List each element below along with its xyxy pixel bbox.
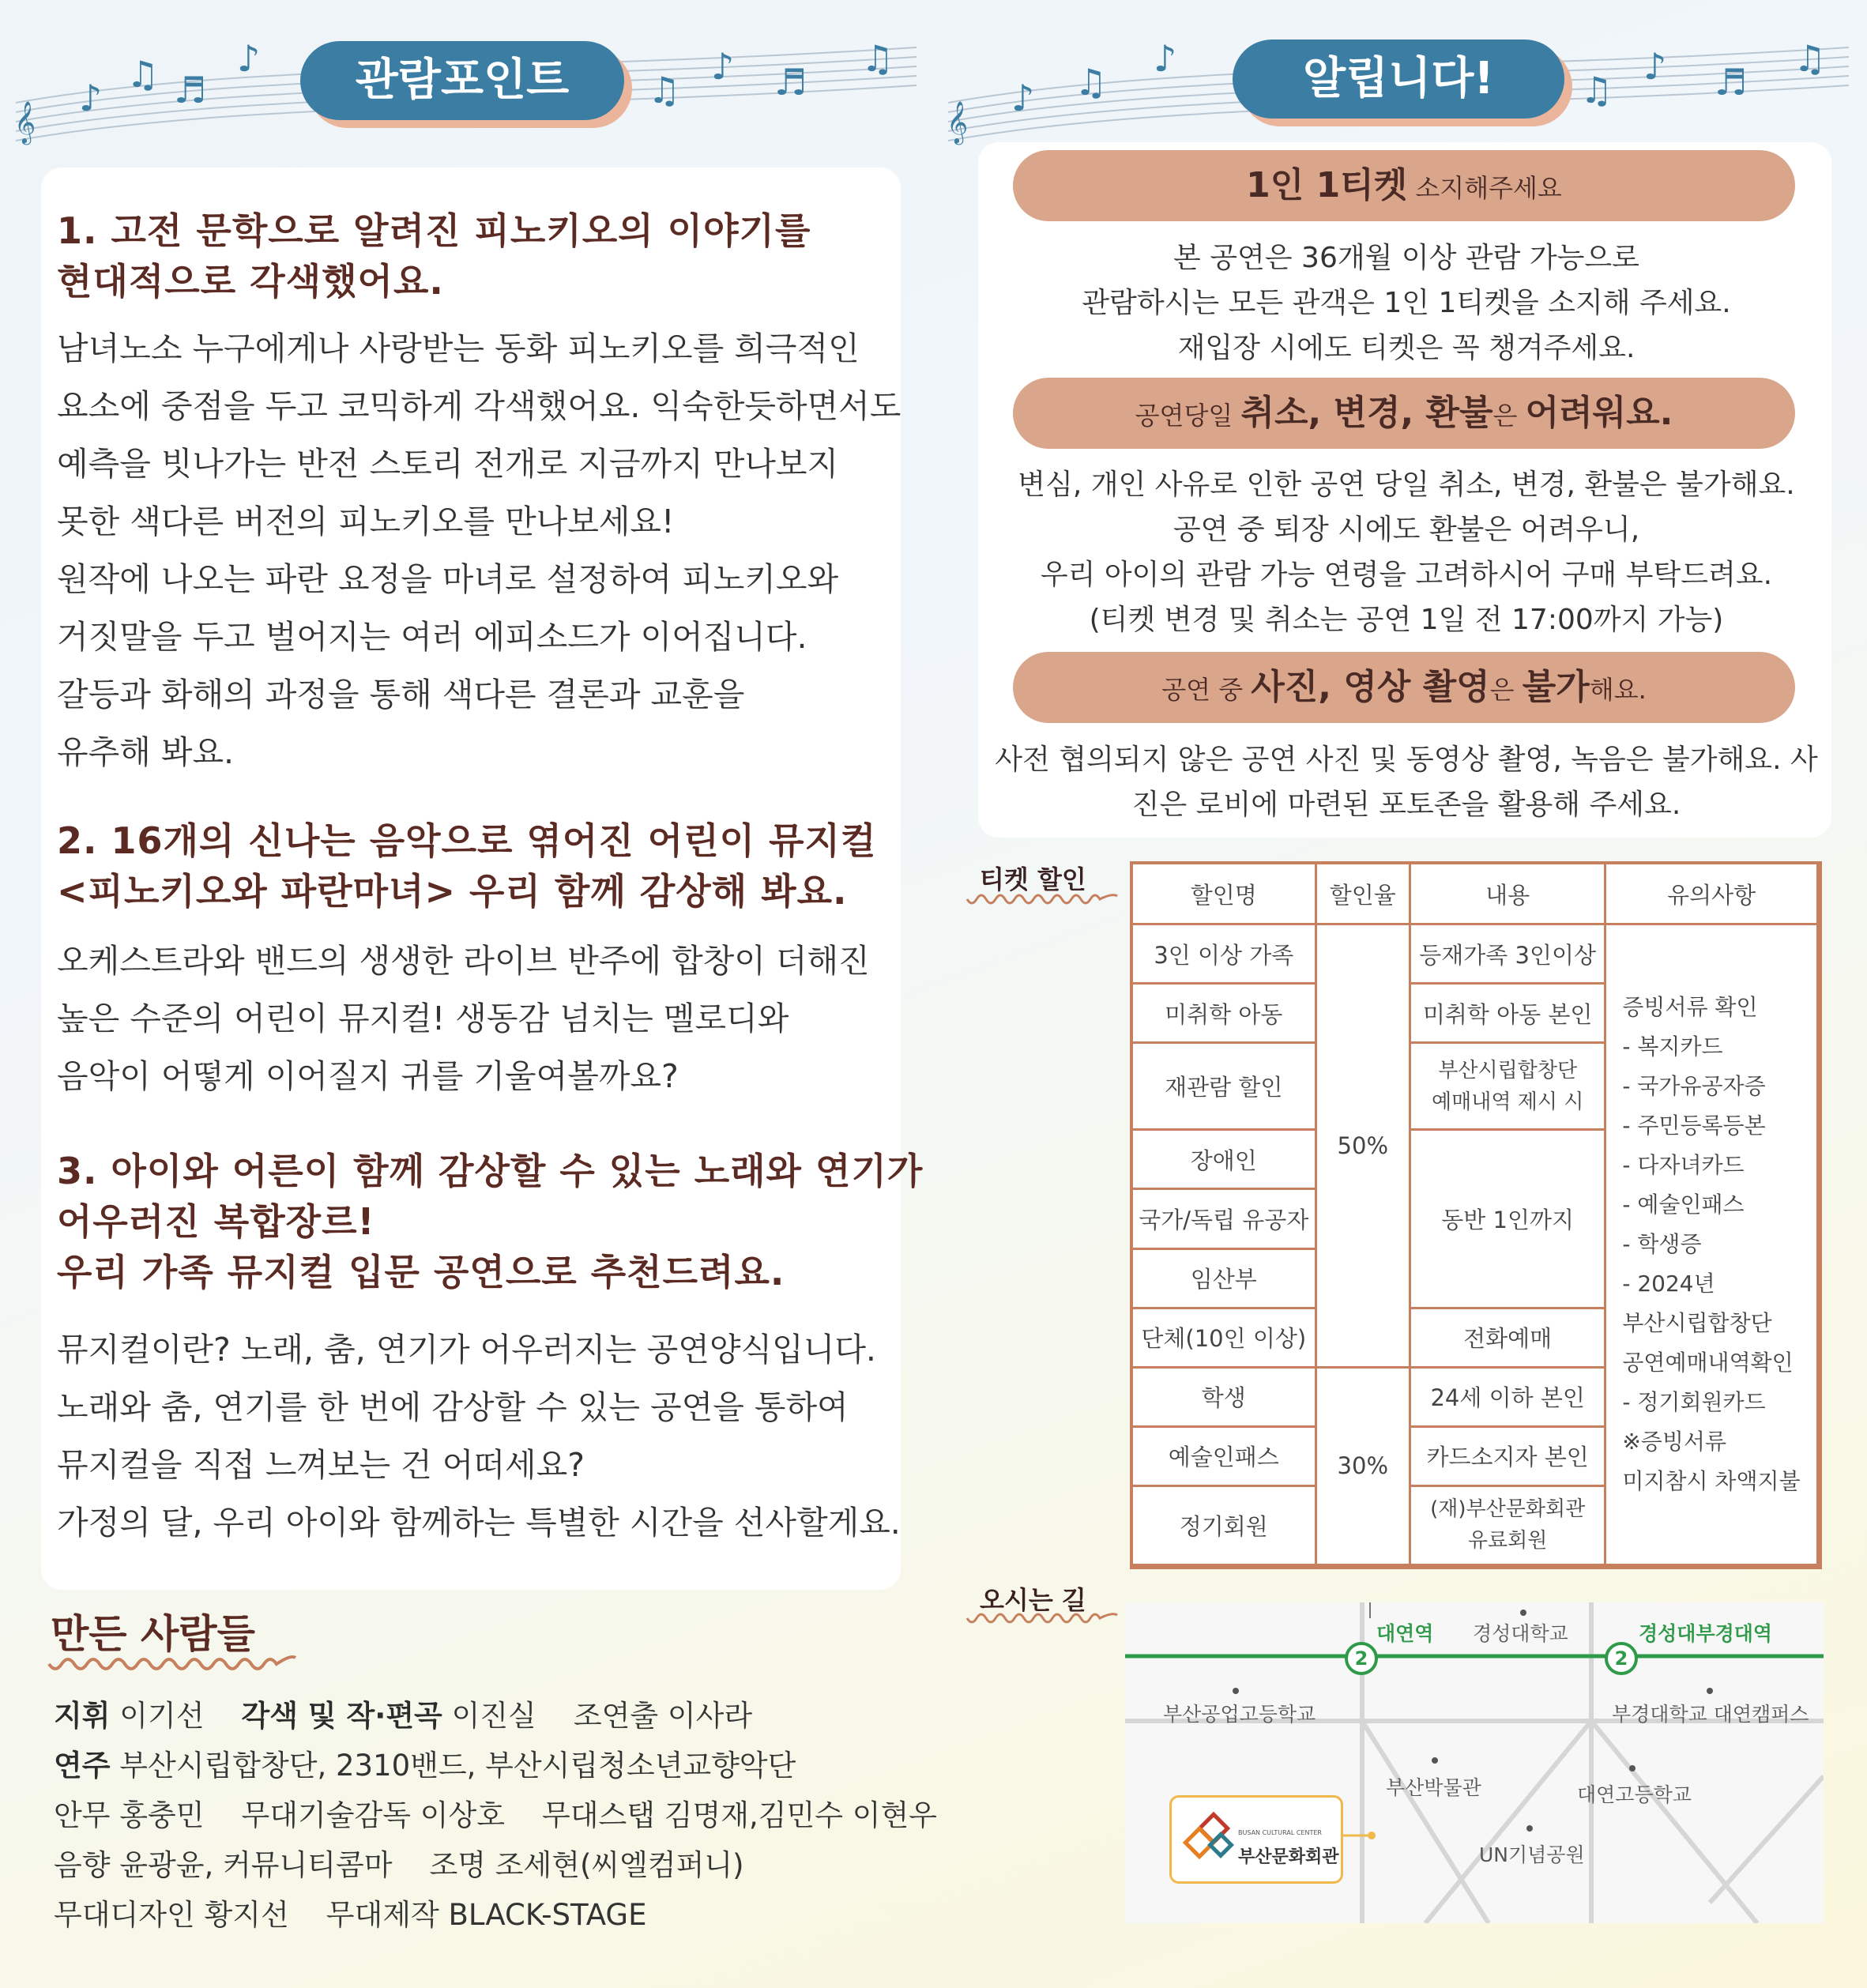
busan-cultural-center-marker[interactable] xyxy=(1169,1795,1343,1884)
notes-cell: 증빙서류 확인 - 복지카드 - 국가유공자증 - 주민등록등본 - 다자녀카드 - 예술인패스 - 학생증 - 2024년 부산시립합창단 공연예매내역확인 - 정기회원카드 ※증빙서류 미지참시 차액지불 xyxy=(1606,925,1819,1566)
center-korean-name: 부산문화회관 xyxy=(1238,1847,1339,1867)
directions-map[interactable] xyxy=(1125,1602,1824,1923)
notice-pill-photo: 공연 중 사진, 영상 촬영은 불가해요. xyxy=(1013,652,1795,723)
ticket-discount-label: 티켓 할인 xyxy=(980,864,1086,894)
center-english-name: BUSAN CULTURAL CENTER xyxy=(1238,1829,1322,1836)
credits-line-2: 연주 부산시립합창단, 2310밴드, 부산시립청소년교향악단 xyxy=(54,1749,796,1783)
discount-name-cell: 예술인패스 xyxy=(1133,1428,1317,1487)
svg-text:♬: ♬ xyxy=(174,69,207,111)
station-kyungsung-label: 경성대부경대역 xyxy=(1639,1622,1773,1645)
content-cell: 미취학 아동 본인 xyxy=(1411,985,1606,1044)
content-cell: 부산시립합창단 예매내역 제시 시 xyxy=(1411,1044,1606,1131)
credits-underline-wave xyxy=(46,1653,299,1677)
discount-name-cell: 임산부 xyxy=(1133,1250,1317,1309)
svg-text:♪: ♪ xyxy=(711,45,735,88)
place-un-park: UN기념공원 xyxy=(1479,1843,1585,1866)
content-cell: 카드소지자 본인 xyxy=(1411,1428,1606,1487)
treble-clef-icon: 𝄞 xyxy=(14,100,36,143)
notice-pill-ticket: 1인 1티켓 소지해주세요 xyxy=(1013,150,1795,221)
station-daeyeon-label: 대연역 xyxy=(1376,1622,1434,1645)
discount-name-cell: 재관람 할인 xyxy=(1133,1044,1317,1131)
content-cell: 동반 1인까지 xyxy=(1411,1131,1606,1308)
directions-label-underline-wave xyxy=(965,1612,1120,1628)
content-cell: 24세 이하 본인 xyxy=(1411,1369,1606,1428)
table-header-row xyxy=(1133,864,1819,925)
viewing-points-badge: 관람포인트 xyxy=(300,41,624,120)
svg-text:♪: ♪ xyxy=(1643,45,1667,88)
line-2-station-kyungsung-icon: 2 xyxy=(1605,1642,1638,1675)
point-2-body: 오케스트라와 밴드의 생생한 라이브 반주에 합창이 더해진 높은 수준의 어린이 뮤지컬! 생동감 넘치는 멜로디와 음악이 어떻게 이어질지 귀를 기울여볼까요? xyxy=(57,942,870,1095)
point-1-body: 남녀노소 누구에게나 사랑받는 동화 피노키오를 희극적인 요소에 중점을 두고 코믹하게 각색했어요. 익숙한듯하면서도 예측을 빗나가는 반전 스토리 전개로 지금까지 만나보지 못한 색다른 버전의 피노키오를 만나보세요! 원작에 나오는 파란 요정을 마녀로 설정하여 피노키오와 거짓말을 두고 벌어지는 여러 에피소드가 이어집니다. 갈등과 화해의 과정을 통해 색다른 결론과 교훈을 유추해 봐요. xyxy=(57,329,902,771)
point-3-title: 3. 아이와 어른이 함께 감상할 수 있는 노래와 연기가 어우러진 복합장르! 우리 가족 뮤지컬 입문 공연으로 추천드려요. xyxy=(57,1150,924,1293)
point-3-body: 뮤지컬이란? 노래, 춤, 연기가 어우러지는 공연양식입니다. 노래와 춤, 연기를 한 번에 감상할 수 있는 공연을 통하여 뮤지컬을 직접 느껴보는 건 어떠세요? 가정의 달, 우리 아이와 함께하는 특별한 시간을 선사할게요. xyxy=(57,1331,901,1542)
svg-text:♬: ♬ xyxy=(774,61,807,104)
credits-line-1: 지휘 이기선 각색 및 작·편곡 이진실 조연출 이사라 xyxy=(54,1699,753,1733)
busan-cultural-center-logo-icon xyxy=(1188,1817,1232,1861)
credits-title: 만든 사람들 xyxy=(51,1611,255,1657)
svg-text:♫: ♫ xyxy=(1075,61,1108,104)
place-technical-hs: 부산공업고등학교 xyxy=(1163,1703,1316,1726)
discount-name-cell: 미취학 아동 xyxy=(1133,985,1317,1044)
notice-photo-body: 사전 협의되지 않은 공연 사진 및 동영상 촬영, 녹음은 불가해요. 사 진은 로비에 마련된 포토존을 활용해 주세요. xyxy=(995,744,1818,821)
discount-name-cell: 학생 xyxy=(1133,1369,1317,1428)
notice-refund-body: 변심, 개인 사유로 인한 공연 당일 취소, 변경, 환불은 불가해요. 공연 중 퇴장 시에도 환불은 어려우니, 우리 아이의 관람 가능 연령을 고려하시어 구매 부탁드려요. (티켓 변경 및 취소는 공연 1일 전 17:00까지 가능) xyxy=(1018,469,1795,636)
svg-text:♬: ♬ xyxy=(1715,61,1748,104)
discount-name-cell: 장애인 xyxy=(1133,1131,1317,1190)
rate-50-cell: 50% xyxy=(1317,925,1411,1369)
discount-name-cell: 국가/독립 유공자 xyxy=(1133,1190,1317,1249)
content-cell: (재)부산문화회관 유료회원 xyxy=(1411,1487,1606,1566)
credits-line-4: 음향 윤광윤, 커뮤니티콤마 조명 조세현(씨엘컴퍼니) xyxy=(54,1848,744,1882)
svg-text:♫: ♫ xyxy=(648,69,681,111)
place-kyungsung-univ: 경성대학교 xyxy=(1473,1622,1568,1645)
credits-line-5: 무대디자인 황지선 무대제작 BLACK-STAGE xyxy=(54,1898,647,1932)
notice-pill-refund: 공연당일 취소, 변경, 환불은 어려워요. xyxy=(1013,378,1795,449)
discount-name-cell: 정기회원 xyxy=(1133,1487,1317,1566)
svg-text:♫: ♫ xyxy=(1580,69,1613,111)
svg-text:♫: ♫ xyxy=(1794,37,1827,80)
place-daeyeon-hs: 대연고등학교 xyxy=(1577,1783,1692,1806)
table-row xyxy=(1133,925,1819,985)
notice-badge: 알립니다! xyxy=(1233,40,1564,119)
directions-label: 오시는 길 xyxy=(980,1585,1086,1615)
header-discount-name: 할인명 xyxy=(1133,864,1317,925)
header-discount-rate: 할인율 xyxy=(1317,864,1411,925)
point-2-title: 2. 16개의 신나는 음악으로 엮어진 어린이 뮤지컬 <피노키오와 파란마녀> 우리 함께 감상해 봐요. xyxy=(57,819,877,913)
svg-text:♫: ♫ xyxy=(861,37,894,80)
place-pknu: 부경대학교 대연캠퍼스 xyxy=(1612,1703,1809,1726)
discount-name-cell: 단체(10인 이상) xyxy=(1133,1309,1317,1369)
discount-table xyxy=(1130,861,1822,1569)
svg-text:♪: ♪ xyxy=(79,77,103,119)
line-2-station-daeyeon-icon: 2 xyxy=(1345,1642,1378,1675)
credits-line-3: 안무 홍충민 무대기술감독 이상호 무대스탭 김명재,김민수 이현우 xyxy=(54,1798,937,1832)
svg-text:♫: ♫ xyxy=(126,53,160,96)
rate-30-cell: 30% xyxy=(1317,1369,1411,1566)
svg-text:𝄞: 𝄞 xyxy=(947,100,969,143)
svg-text:♪: ♪ xyxy=(237,37,261,80)
content-cell: 등재가족 3인이상 xyxy=(1411,925,1606,985)
discount-name-cell: 3인 이상 가족 xyxy=(1133,925,1317,985)
svg-text:♪: ♪ xyxy=(1011,77,1035,119)
svg-text:♪: ♪ xyxy=(1154,37,1177,80)
place-museum: 부산박물관 xyxy=(1386,1776,1481,1799)
content-cell: 전화예매 xyxy=(1411,1309,1606,1369)
header-content: 내용 xyxy=(1411,864,1606,925)
discount-label-underline-wave xyxy=(965,893,1120,909)
header-notes: 유의사항 xyxy=(1606,864,1819,925)
point-1-title: 1. 고전 문학으로 알려진 피노키오의 이야기를 현대적으로 각색했어요. xyxy=(57,209,811,303)
notice-ticket-body: 본 공연은 36개월 이상 관람 가능으로 관람하시는 모든 관객은 1인 1티켓을 소지해 주세요. 재입장 시에도 티켓은 꼭 챙겨주세요. xyxy=(1082,242,1731,364)
